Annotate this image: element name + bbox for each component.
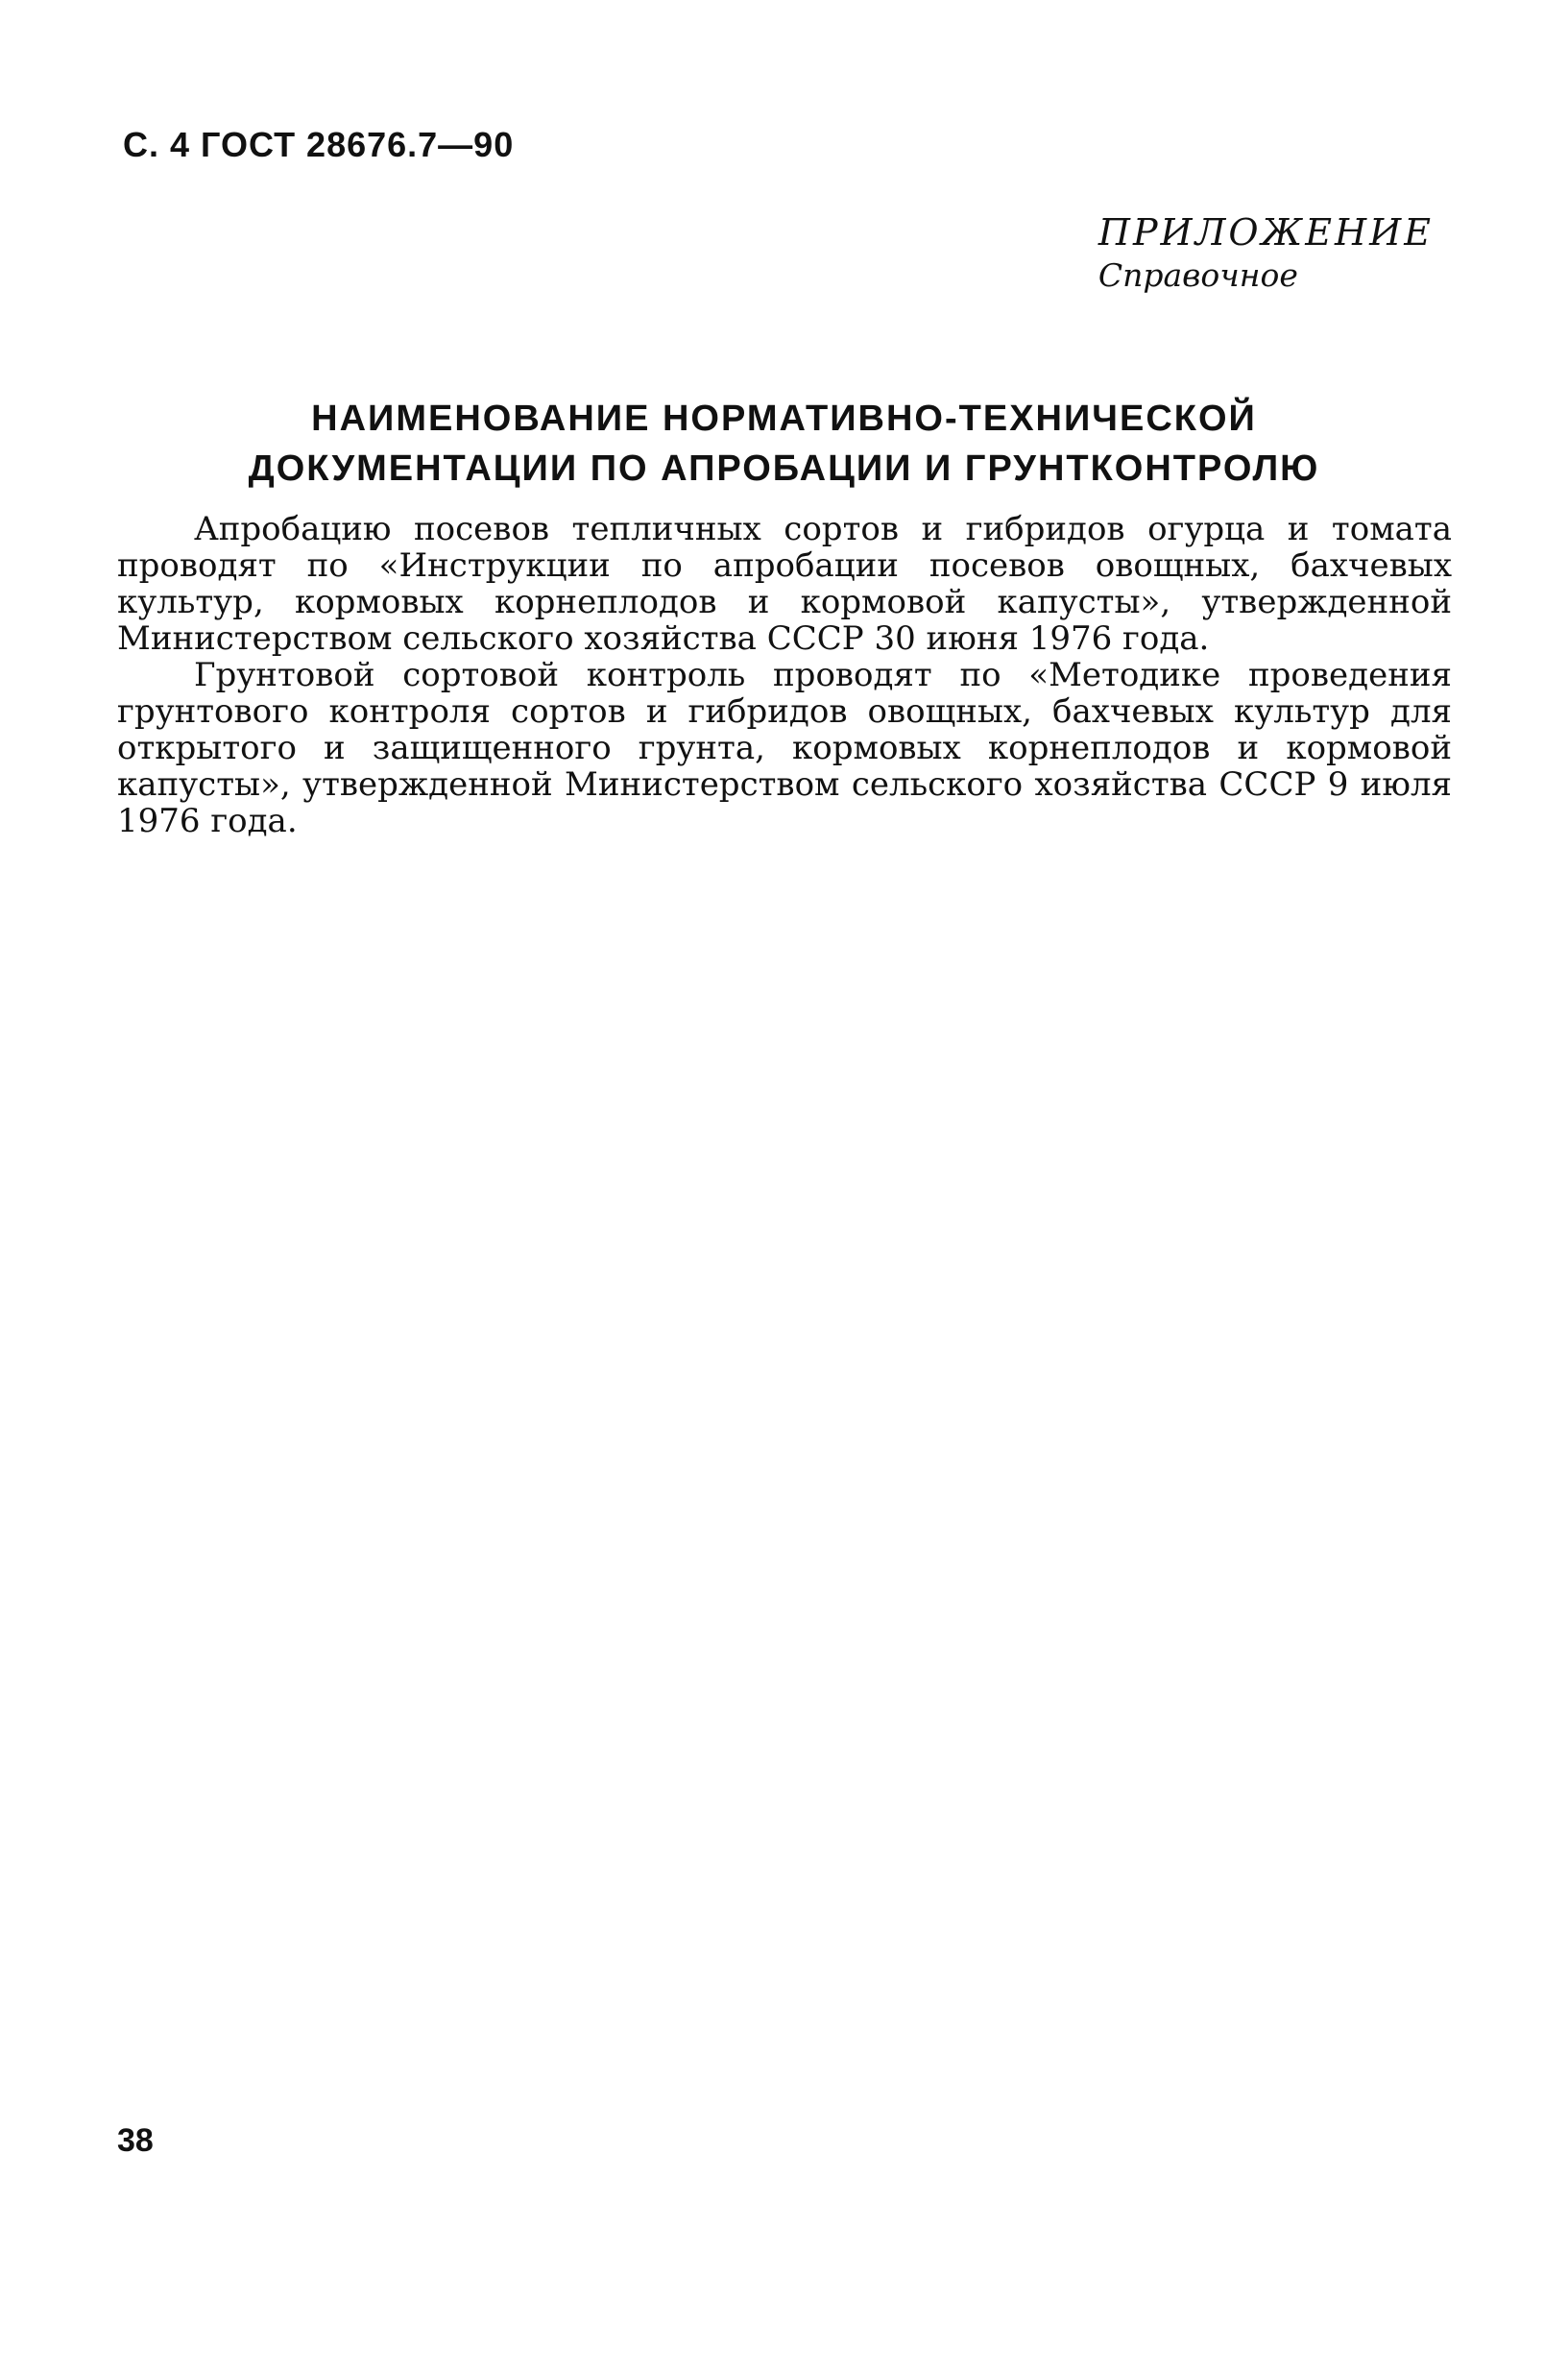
appendix-subtitle: Справочное [1098,255,1298,294]
document-title-line-1: НАИМЕНОВАНИЕ НОРМАТИВНО-ТЕХНИЧЕСКОЙ [311,399,1257,439]
document-title-line-2: ДОКУМЕНТАЦИИ ПО АПРОБАЦИИ И ГРУНТКОНТРОЛЮ [248,448,1320,489]
running-head: С. 4 ГОСТ 28676.7—90 [123,125,515,164]
body-text [117,511,1452,839]
document-title [0,394,1568,494]
paragraph-approbation: Апробацию посевов тепличных сортов и гибридов огурца и томата проводят по «Инструкции по апробации посевов овощных, бахчевых культур, кормовых корнеплодов и кормовой капусты», утвержденной Министерством сельского хозяйства СССР 30 июня 1976 года. [117,510,1452,658]
paragraph-ground-control: Грунтовой сортовой контроль проводят по «Методике проведения грунтового контроля сортов и гибридов овощных, бахчевых культур для открытого и защищенного грунта, кормовых корнеплодов и кормовой капусты», утвержденной Министерством сельского хозяйства СССР 9 июля 1976 года. [117,656,1452,840]
appendix-title: ПРИЛОЖЕНИЕ [1098,211,1434,254]
page-number: 38 [117,2122,154,2159]
appendix-label [1098,211,1434,296]
